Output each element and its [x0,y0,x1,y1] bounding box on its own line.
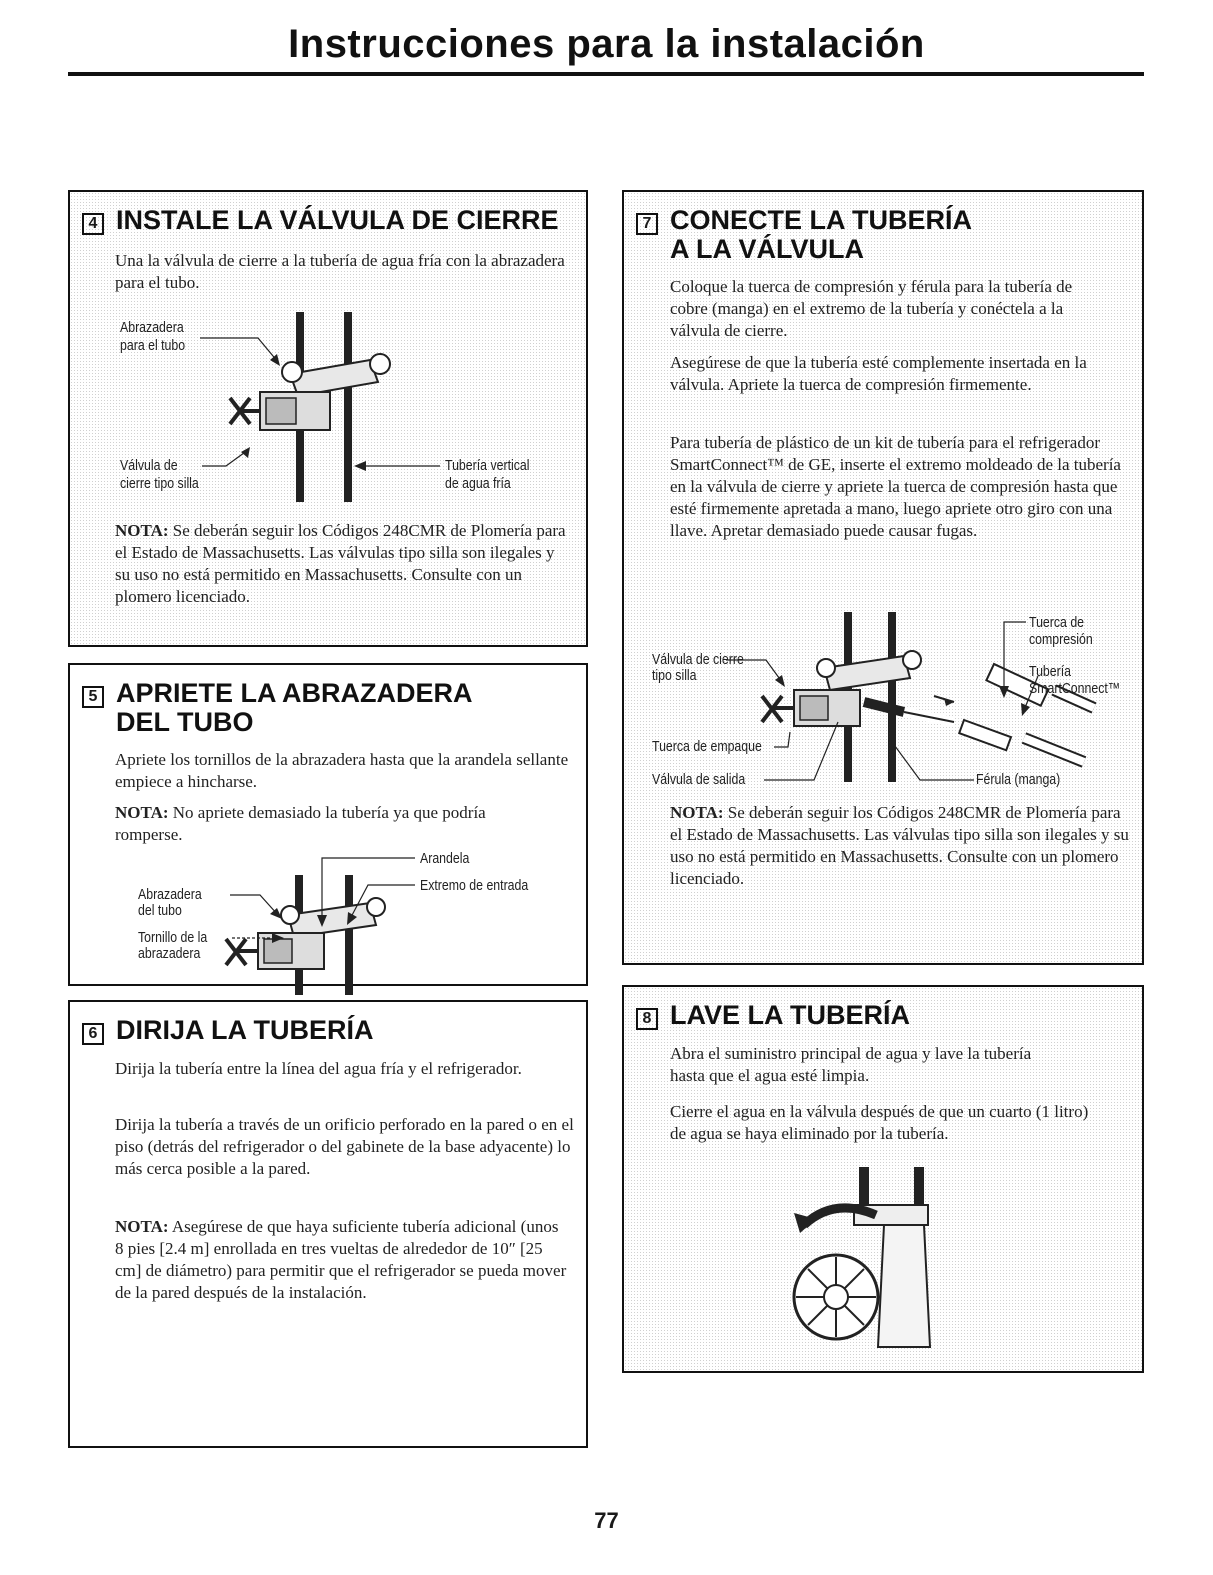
step-number: 7 [636,213,658,235]
page-title: Instrucciones para la instalación [288,22,925,66]
step-heading: LAVE LA TUBERÍA [670,1000,910,1030]
step-text-1: Coloque la tuerca de compresión y férula para la tubería de cobre (manga) en el extremo de la tubería y conéctela a la válvula de cierre. [670,277,1073,340]
step-number: 6 [82,1023,104,1045]
step-text-2: Asegúrese de que la tubería esté complemente insertada en la válvula. Apriete la tuerca de compresión firmemente. [670,353,1087,394]
ferrule-label: Férula (manga) [976,772,1061,788]
clamp-label-2: del tubo [138,903,182,919]
step-4-box [68,190,588,647]
title-rule [68,72,1144,76]
washer-label: Arandela [420,851,470,867]
screw-label-2: abrazadera [138,946,201,962]
page-number: 77 [594,1508,619,1533]
step-6-box [68,1000,588,1448]
note-text: Se deberán seguir los Códigos 248CMR de Plomería para el Estado de Massachusetts. Las válvulas tipo silla son ilegales y su uso no está permitido en Massachusetts. Consulte con un plomero licenciado. [115,521,566,606]
pipe-label-2: de agua fría [445,476,511,492]
clamp-label-1: Abrazadera [120,320,184,336]
shutoff-valve-illustration [764,1167,964,1367]
valve-label-2: cierre tipo silla [120,476,199,492]
step-text-2: Cierre el agua en la válvula después de que un cuarto (1 litro) de agua se haya eliminado por la tubería. [670,1102,1089,1143]
note-text: No apriete demasiado la tubería ya que podría romperse. [115,803,486,844]
step-number: 5 [82,686,104,708]
inlet-label: Extremo de entrada [420,878,529,894]
outlet-valve-label: Válvula de salida [652,772,746,788]
step-text: Apriete los tornillos de la abrazadera hasta que la arandela sellante empiece a hincharse. [115,750,569,791]
step-5-box [68,663,588,986]
note-label: NOTA: [115,1217,169,1236]
note-text: Se deberán seguir los Códigos 248CMR de Plomería para el Estado de Massachusetts. Las válvulas tipo silla son ilegales y su uso no está permitido en Massachusetts. Consulte con un plomero licenciado. [670,803,1129,888]
step-8-header [636,1001,910,1030]
note-label: NOTA: [115,803,169,822]
step-text-1: Dirija la tubería entre la línea del agua fría y el refrigerador. [115,1059,522,1078]
valve-label-1: Válvula de cierre [652,652,744,668]
step-heading-line-2: A LA VÁLVULA [670,234,864,264]
step-heading-line-1: APRIETE LA ABRAZADERA [116,678,473,708]
step-text-2: Dirija la tubería a través de un orificio perforado en la pared o en el piso (detrás del refrigerador o del gabinete de la base adyacente) lo más cerca posible a la pared. [115,1115,574,1178]
note-text: Asegúrese de que haya suficiente tubería adicional (unos 8 pies [2.4 m] enrollada en tres vueltas de alrededor de 10″ [25 cm] de diámetro) para permitir que el refrigerador se pueda mover de la pared después de la instalación. [115,1217,567,1302]
step-number: 8 [636,1008,658,1030]
clamp-label-2: para el tubo [120,338,186,354]
note-label: NOTA: [115,521,169,540]
note-label: NOTA: [670,803,724,822]
step-heading-line-1: CONECTE LA TUBERÍA [670,205,972,235]
step-8-box [622,985,1144,1373]
step-heading: DIRIJA LA TUBERÍA [116,1015,374,1045]
step-note [115,1216,570,1304]
step-7-box [622,190,1144,965]
nut-label-2: compresión [1029,632,1093,648]
pipe-label-1: Tubería vertical [445,458,530,474]
valve-label-1: Válvula de [120,458,178,474]
step-6-header [82,1016,374,1045]
screw-label-1: Tornillo de la [138,930,208,946]
step-text-1: Abra el suministro principal de agua y lave la tubería hasta que el agua esté limpia. [670,1044,1032,1085]
nut-label-1: Tuerca de [1029,615,1085,631]
packing-nut-label: Tuerca de empaque [652,739,762,755]
step-note [115,520,570,608]
step-heading-line-2: DEL TUBO [116,707,254,737]
clamp-label-1: Abrazadera [138,887,202,903]
tube-label-1: Tubería [1029,664,1072,680]
step-note [670,802,1132,890]
valve-label-2: tipo silla [652,668,697,684]
step-text-3: Para tubería de plástico de un kit de tubería para el refrigerador SmartConnect™ de GE, inserte el extremo moldeado de la tubería en la válvula de cierre y apriete la tuerca de compresión hasta que esté firmemente apretada a mano, luego apriete otro giro con una llave. Apretar demasiado puede causar fugas. [670,433,1121,540]
step-number: 4 [82,213,104,235]
step-text: Una la válvula de cierre a la tubería de agua fría con la abrazadera para el tubo. [115,251,565,292]
tube-label-2: SmartConnect™ [1029,681,1121,697]
step-heading: INSTALE LA VÁLVULA DE CIERRE [116,205,559,235]
